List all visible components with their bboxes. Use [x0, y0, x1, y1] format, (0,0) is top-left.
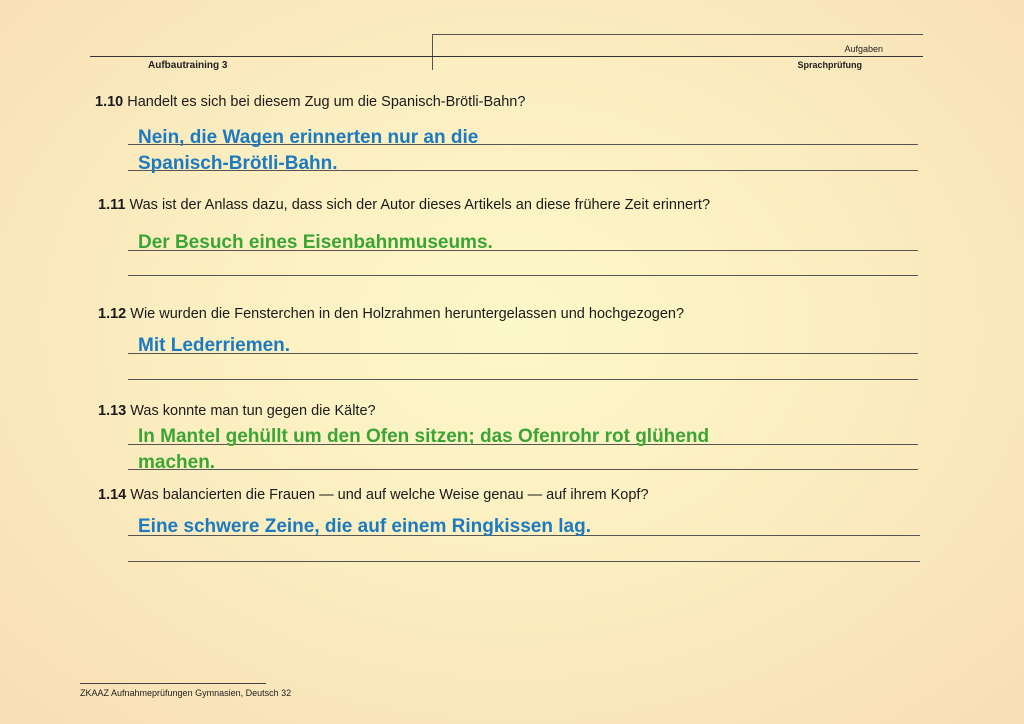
question-text: Was konnte man tun gegen die Kälte? [130, 403, 376, 419]
answer-line [128, 561, 920, 562]
question-1-11 [98, 197, 710, 213]
answer-text: In Mantel gehüllt um den Ofen sitzen; das Ofenrohr rot glühend [138, 426, 710, 447]
header-subject-label: Sprachprüfung [797, 60, 862, 70]
question-1-13 [98, 403, 376, 419]
question-number: 1.11 [98, 197, 126, 213]
header-section-label: Aufgaben [844, 44, 883, 54]
answer-text: Nein, die Wagen erinnerten nur an die [138, 127, 479, 148]
question-text: Was balancierten die Frauen — und auf welche Weise genau — auf ihrem Kopf? [130, 487, 649, 503]
header-divider-bottom [90, 56, 923, 57]
question-text: Was ist der Anlass dazu, dass sich der Autor dieses Artikels an diese frühere Zeit erinnert? [129, 197, 711, 213]
question-number: 1.13 [98, 403, 127, 419]
answer-text: Mit Lederriemen. [138, 335, 291, 356]
question-1-12 [98, 306, 684, 322]
answer-text: machen. [138, 452, 216, 473]
footer-divider [80, 683, 266, 684]
answer-line [128, 275, 918, 276]
answer-text: Spanisch-Brötli-Bahn. [138, 153, 338, 174]
question-1-10 [95, 94, 525, 110]
header-divider-top [432, 34, 923, 35]
question-number: 1.10 [95, 94, 124, 110]
answer-line [128, 379, 918, 380]
header-divider-vertical [432, 34, 433, 70]
answer-text: Der Besuch eines Eisenbahnmuseums. [138, 232, 493, 253]
question-1-14 [98, 487, 649, 503]
answer-text: Eine schwere Zeine, die auf einem Ringkissen lag. [138, 516, 591, 537]
question-text: Wie wurden die Fensterchen in den Holzrahmen heruntergelassen und hochgezogen? [130, 306, 685, 322]
answer-line [128, 469, 918, 470]
header-title: Aufbautraining 3 [148, 60, 228, 71]
footer-text: ZKAAZ Aufnahmeprüfungen Gymnasien, Deutsch 32 [80, 688, 292, 698]
question-text: Handelt es sich bei diesem Zug um die Spanisch-Brötli-Bahn? [127, 94, 526, 110]
question-number: 1.12 [98, 306, 127, 322]
question-number: 1.14 [98, 487, 127, 503]
